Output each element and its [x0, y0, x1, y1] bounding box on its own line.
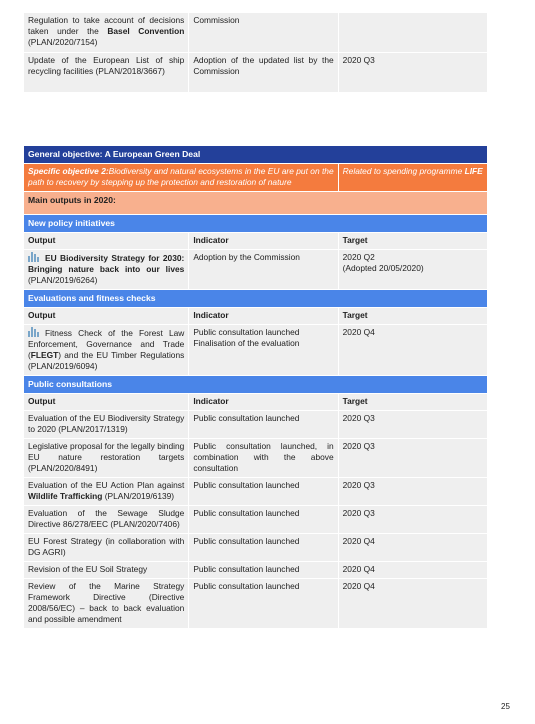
output-cell: EU Forest Strategy (in collaboration with DG AGRI) [24, 534, 189, 562]
target-cell: 2020 Q3 [338, 53, 487, 93]
main-outputs-row [24, 192, 488, 215]
target-cell: 2020 Q4 [338, 534, 487, 562]
indicator-cell: Public consultation launched [189, 478, 338, 506]
output-cell: Evaluation of the EU Biodiversity Strategy to 2020 (PLAN/2017/1319) [24, 411, 189, 439]
header-target: Target [338, 233, 487, 250]
section-title: Evaluations and fitness checks [24, 290, 488, 308]
header-indicator: Indicator [189, 233, 338, 250]
indicator-cell: Public consultation launched [189, 562, 338, 579]
target-cell [338, 13, 487, 53]
table-row [24, 325, 488, 376]
target-cell: 2020 Q4 [338, 325, 487, 376]
output-cell: Review of the Marine Strategy Framework Directive (Directive 2008/56/EC) – back to back evaluation and possible amendment [24, 579, 189, 629]
top-table [23, 12, 488, 93]
table-row [24, 439, 488, 478]
indicator-cell: Public consultation launched [189, 534, 338, 562]
indicator-cell: Public consultation launched Finalisation of the evaluation [189, 325, 338, 376]
output-cell: Evaluation of the Sewage Sludge Directive 86/278/EEC (PLAN/2020/7406) [24, 506, 189, 534]
header-output: Output [24, 308, 189, 325]
table-row [24, 506, 488, 534]
indicator-cell: Commission [189, 13, 338, 53]
target-cell: 2020 Q3 [338, 478, 487, 506]
section-header [24, 376, 488, 394]
indicator-cell: Public consultation launched, in combination with the above consultation [189, 439, 338, 478]
target-cell: 2020 Q2 (Adopted 20/05/2020) [338, 250, 487, 290]
column-headers [24, 308, 488, 325]
output-cell: EU Biodiversity Strategy for 2030: Bringing nature back into our lives (PLAN/2019/6264) [24, 250, 189, 290]
policy-initiative-icon [28, 252, 42, 262]
output-cell: Update of the European List of ship recycling facilities (PLAN/2018/3667) [24, 53, 189, 93]
column-headers [24, 233, 488, 250]
output-cell: Legislative proposal for the legally binding EU nature restoration targets (PLAN/2020/8491) [24, 439, 189, 478]
output-cell: Evaluation of the EU Action Plan against Wildlife Trafficking (PLAN/2019/6139) [24, 478, 189, 506]
general-objective: General objective: A European Green Deal [24, 146, 488, 164]
output-cell: Fitness Check of the Forest Law Enforcement, Governance and Trade (FLEGT) and the EU Timber Regulations (PLAN/2019/6094) [24, 325, 189, 376]
spending-programme: Related to spending programme LIFE [338, 164, 487, 192]
target-cell: 2020 Q3 [338, 439, 487, 478]
indicator-cell: Public consultation launched [189, 579, 338, 629]
table-row [24, 534, 488, 562]
indicator-cell: Adoption of the updated list by the Commission [189, 53, 338, 93]
specific-objective: Specific objective 2:Biodiversity and natural ecosystems in the EU are put on the path to recovery by stepping up the protection and restoration of nature [24, 164, 339, 192]
header-output: Output [24, 233, 189, 250]
target-cell: 2020 Q3 [338, 506, 487, 534]
header-indicator: Indicator [189, 308, 338, 325]
header-target: Target [338, 308, 487, 325]
table-row [24, 579, 488, 629]
indicator-cell: Adoption by the Commission [189, 250, 338, 290]
table-row [24, 478, 488, 506]
table-row [24, 411, 488, 439]
output-cell: Regulation to take account of decisions taken under the Basel Convention (PLAN/2020/7154) [24, 13, 189, 53]
indicator-cell: Public consultation launched [189, 506, 338, 534]
target-cell: 2020 Q3 [338, 411, 487, 439]
general-objective-row [24, 146, 488, 164]
target-cell: 2020 Q4 [338, 562, 487, 579]
specific-objective-label: Specific objective 2: [28, 166, 109, 176]
specific-objective-row [24, 164, 488, 192]
target-cell: 2020 Q4 [338, 579, 487, 629]
section-header [24, 215, 488, 233]
column-headers [24, 394, 488, 411]
header-target: Target [338, 394, 487, 411]
table-row [24, 250, 488, 290]
objective-table [23, 145, 488, 629]
indicator-cell: Public consultation launched [189, 411, 338, 439]
main-outputs-label: Main outputs in 2020: [24, 192, 488, 215]
section-title: Public consultations [24, 376, 488, 394]
output-cell: Revision of the EU Soil Strategy [24, 562, 189, 579]
table-row [24, 13, 488, 53]
table-row [24, 53, 488, 93]
policy-initiative-icon [28, 327, 42, 337]
header-output: Output [24, 394, 189, 411]
section-title: New policy initiatives [24, 215, 488, 233]
header-indicator: Indicator [189, 394, 338, 411]
section-header [24, 290, 488, 308]
table-row [24, 562, 488, 579]
page-number: 25 [501, 702, 510, 711]
